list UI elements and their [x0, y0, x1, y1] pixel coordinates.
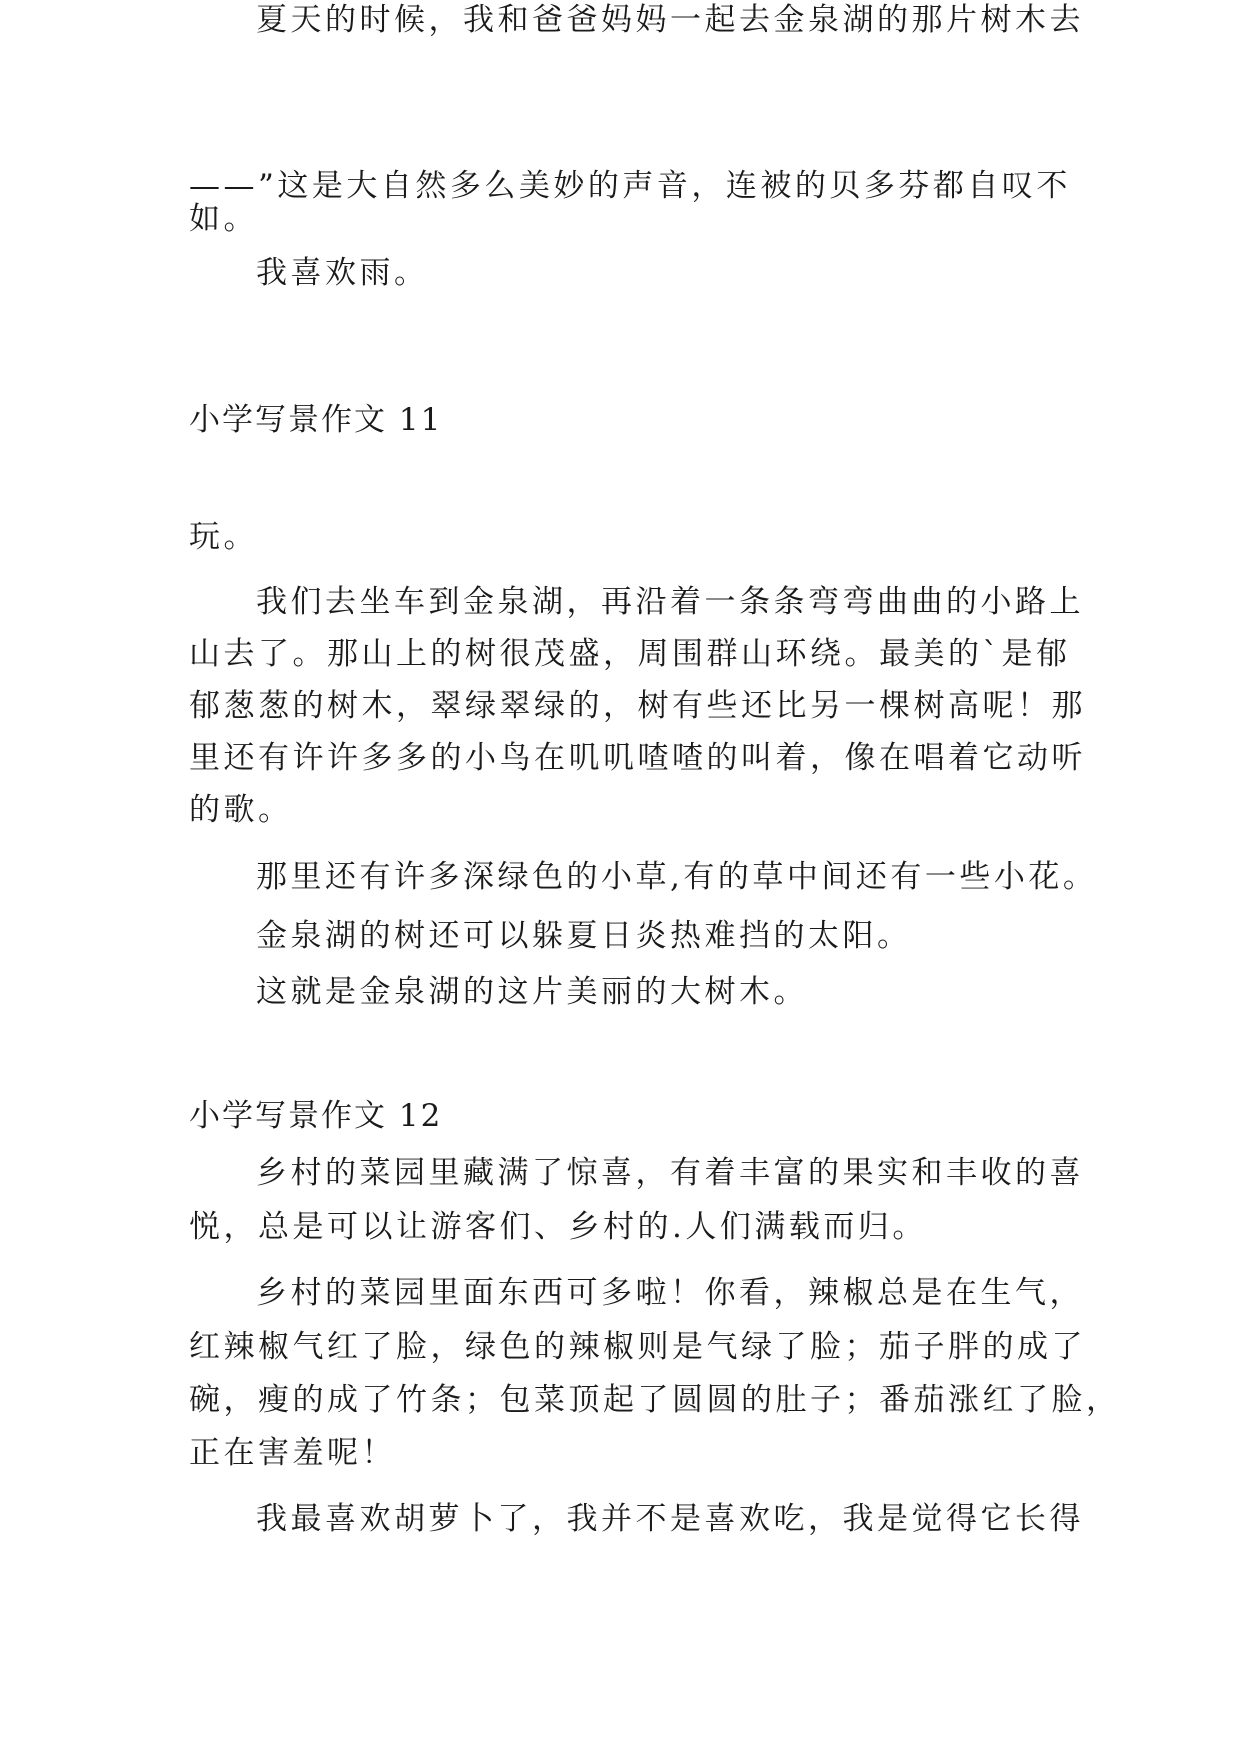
paragraph-line: 的歌。 — [189, 792, 293, 828]
paragraph-line: 山去了。那山上的树很茂盛，周围群山环绕。最美的`是郁 — [189, 636, 1071, 672]
paragraph-line: 这就是金泉湖的这片美丽的大树木。 — [256, 974, 808, 1010]
paragraph-line: 碗，瘦的成了竹条；包菜顶起了圆圆的肚子；番茄涨红了脸， — [189, 1382, 1121, 1418]
section-heading: 小学写景作文 12 — [189, 1098, 443, 1134]
paragraph-line: 正在害羞呢！ — [189, 1435, 396, 1471]
paragraph-line: 如。 — [189, 201, 258, 237]
section-heading: 小学写景作文 11 — [189, 402, 443, 438]
paragraph-line: 乡村的菜园里藏满了惊喜，有着丰富的果实和丰收的喜 — [256, 1155, 1084, 1191]
paragraph-line: 悦，总是可以让游客们、乡村的.人们满载而归。 — [189, 1209, 927, 1245]
paragraph-line: 乡村的菜园里面东西可多啦！你看，辣椒总是在生气， — [256, 1275, 1084, 1311]
paragraph-line: 我们去坐车到金泉湖，再沿着一条条弯弯曲曲的小路上 — [256, 584, 1084, 620]
paragraph-line: 我喜欢雨。 — [256, 255, 429, 291]
paragraph-line: 那里还有许多深绿色的小草,有的草中间还有一些小花。 — [256, 859, 1098, 895]
paragraph-line: 金泉湖的树还可以躲夏日炎热难挡的太阳。 — [256, 918, 912, 954]
paragraph-line: 郁葱葱的树木，翠绿翠绿的，树有些还比另一棵树高呢！那 — [189, 688, 1086, 724]
paragraph-line: 红辣椒气红了脸，绿色的辣椒则是气绿了脸；茄子胖的成了 — [189, 1329, 1086, 1365]
paragraph-line: 玩。 — [189, 519, 258, 555]
paragraph-line: 我最喜欢胡萝卜了，我并不是喜欢吃，我是觉得它长得 — [256, 1501, 1084, 1537]
paragraph-line: 夏天的时候，我和爸爸妈妈一起去金泉湖的那片树木去 — [256, 2, 1084, 38]
paragraph-line: 里还有许许多多的小鸟在叽叽喳喳的叫着，像在唱着它动听 — [189, 740, 1086, 776]
paragraph-line: ——”这是大自然多么美妙的声音，连被的贝多芬都自叹不 — [189, 168, 1071, 204]
